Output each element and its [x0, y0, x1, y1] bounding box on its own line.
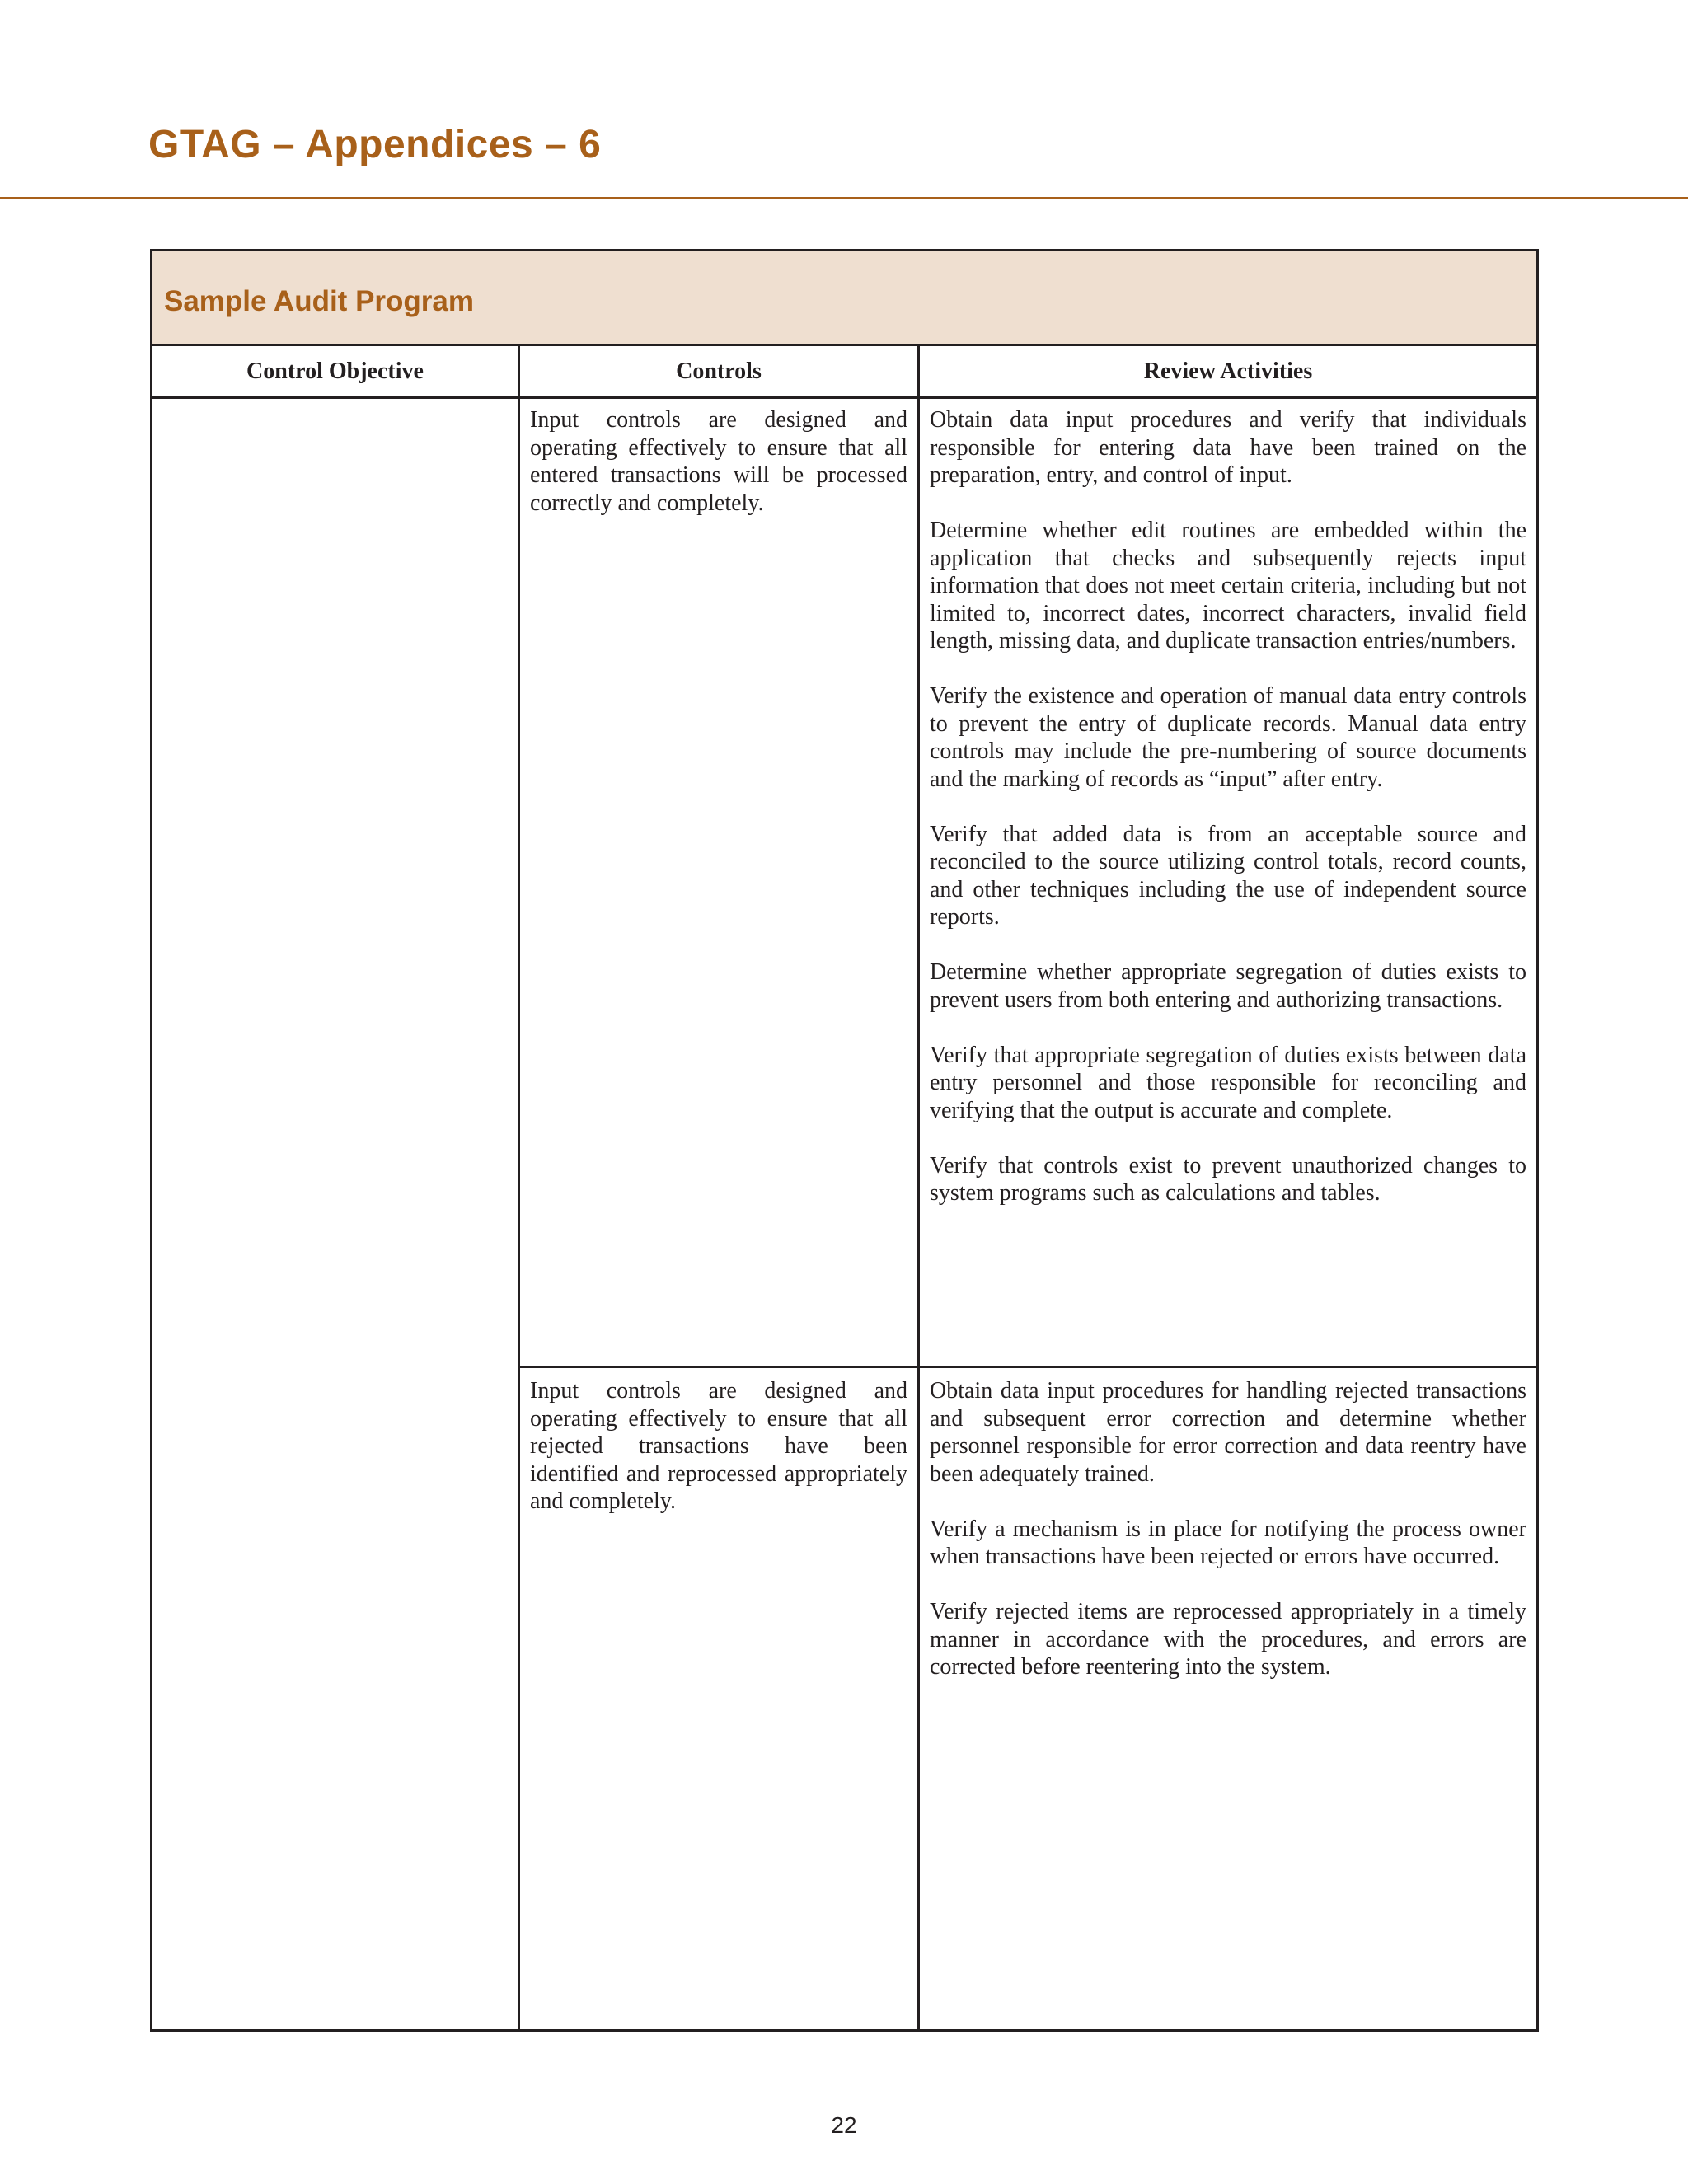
- review-activity-item: Verify that added data is from an acceptable source and reconciled to the source utilizing control totals, record counts, and other techniques including the use of independent source reports.: [930, 821, 1526, 930]
- table-title: Sample Audit Program: [164, 285, 474, 317]
- review-activity-item: Verify rejected items are reprocessed appropriately in a timely manner in accordance with the procedures, and errors are corrected before reentering into the system.: [930, 1599, 1526, 1680]
- table-row-1-controls: Input controls are designed and operating effectively to ensure that all entered transactions will be processed correctly and completely.: [530, 407, 907, 516]
- column-divider: [518, 346, 520, 2029]
- table-row-1-review-activities: [930, 406, 1526, 1207]
- review-activity-item: Determine whether appropriate segregation of duties exists to prevent users from both entering and authorizing transactions.: [930, 959, 1526, 1013]
- row-divider: [518, 1366, 1536, 1368]
- review-activity-item: Obtain data input procedures for handling rejected transactions and subsequent error correction and determine whether personnel responsible for error correction and data reentry have been adequately trained.: [930, 1378, 1526, 1487]
- table-row-2-controls: Input controls are designed and operating effectively to ensure that all rejected transactions have been identified and reprocessed appropriately and completely.: [530, 1378, 907, 1514]
- page-number: 22: [831, 2112, 857, 2138]
- review-activity-item: Verify the existence and operation of manual data entry controls to prevent the entry of duplicate records. Manual data entry controls may include the pre-numbering of source documents and the marking of records as “input” after entry.: [930, 683, 1526, 792]
- review-activity-item: Verify that controls exist to prevent unauthorized changes to system programs such as calculations and tables.: [930, 1152, 1526, 1206]
- column-header-controls: Controls: [676, 359, 762, 384]
- review-activity-item: Determine whether edit routines are embedded within the application that checks and subsequently rejects input information that does not meet certain criteria, including but not limited to, incorrect dates, incorrect characters, invalid field length, missing data, and duplicate transaction entries/numbers.: [930, 518, 1526, 654]
- table-row-2-review-activities: [930, 1377, 1526, 1681]
- table-title-bar: [152, 251, 1536, 346]
- sample-audit-program-table: [150, 249, 1539, 2032]
- column-header-control-objective: Control Objective: [246, 359, 424, 384]
- page-header-title: GTAG – Appendices – 6: [148, 123, 602, 166]
- review-activity-item: Verify a mechanism is in place for notifying the process owner when transactions have been rejected or errors have occurred.: [930, 1516, 1526, 1569]
- review-activity-item: Verify that appropriate segregation of duties exists between data entry personnel and those responsible for reconciling and verifying that the output is accurate and complete.: [930, 1042, 1526, 1123]
- column-divider: [917, 346, 920, 2029]
- column-header-row: [152, 346, 1536, 399]
- header-rule: [0, 197, 1688, 199]
- column-header-review-activities: Review Activities: [1143, 359, 1313, 384]
- review-activity-item: Obtain data input procedures and verify that individuals responsible for entering data have been trained on the preparation, entry, and control of input.: [930, 407, 1526, 488]
